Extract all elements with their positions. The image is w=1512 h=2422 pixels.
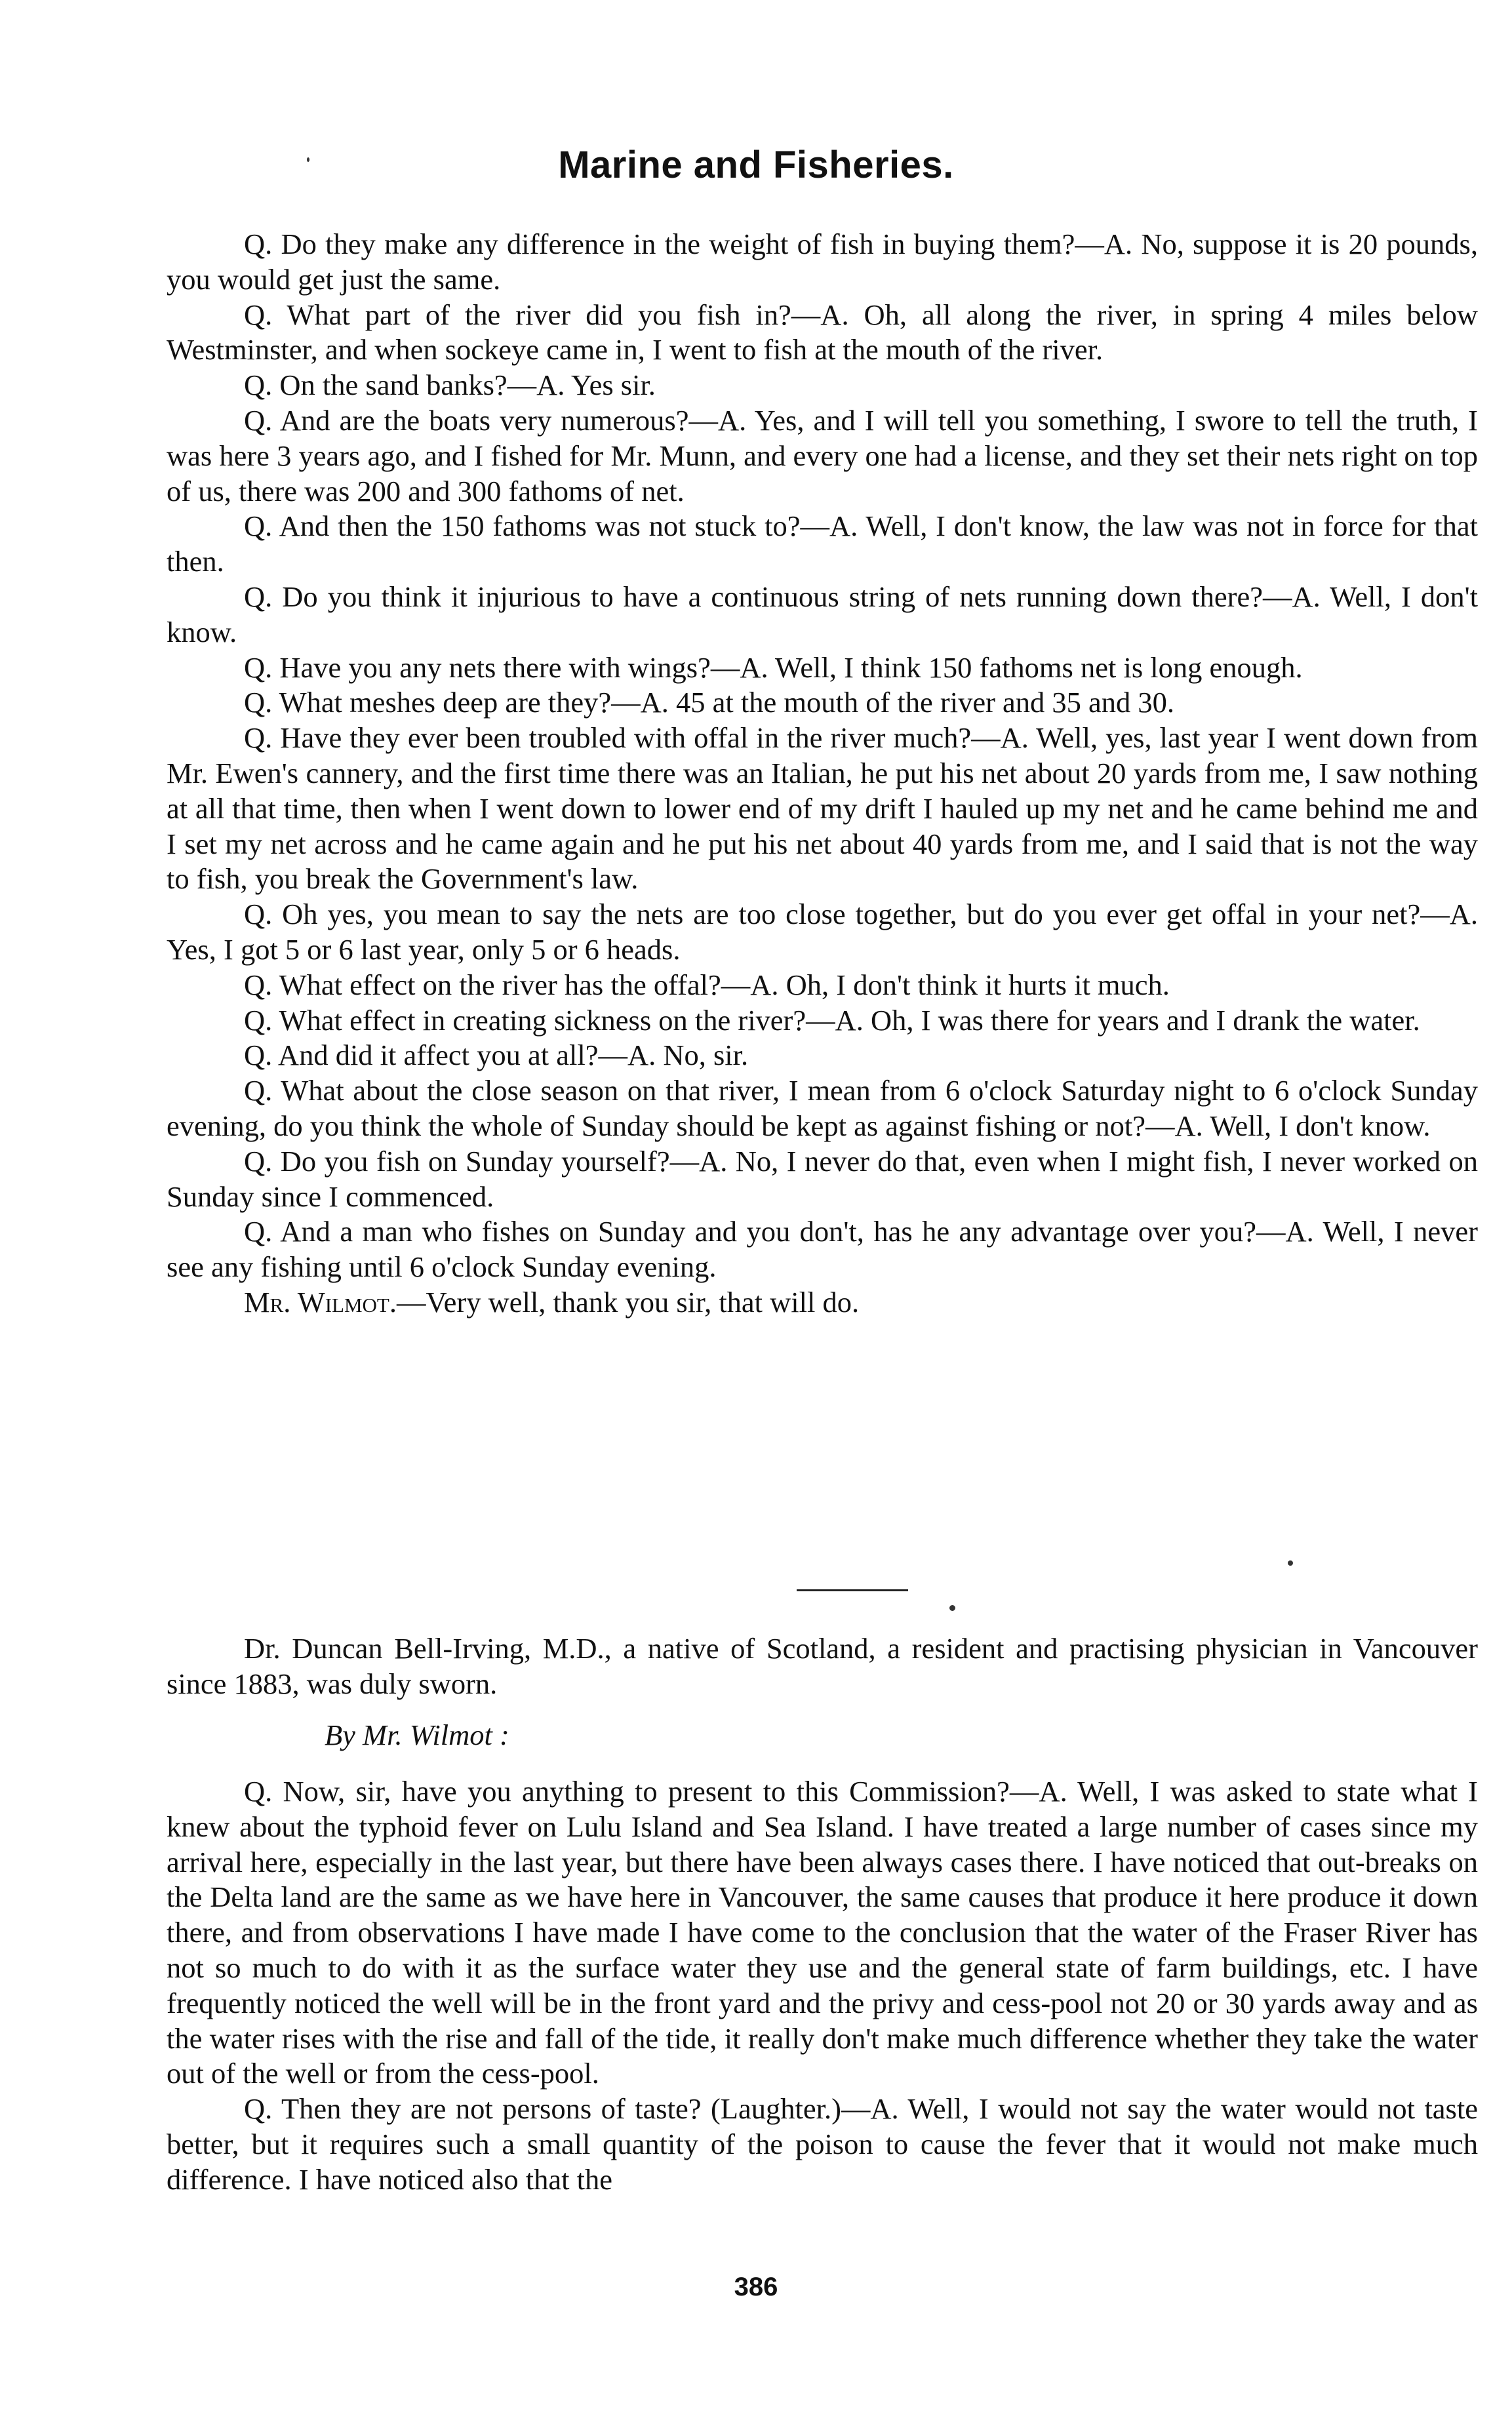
witness-intro-paragraph: Dr. Duncan Bell-Irving, M.D., a native of Scotland, a resident and practising physician in Vancouver since 1883, was duly sworn.: [167, 1632, 1478, 1700]
page-header-title: Marine and Fisheries.: [558, 144, 954, 186]
testimony-section-2: [167, 1774, 1478, 2198]
qa-paragraph: Q. What part of the river did you fish in?—A. Oh, all along the river, in spring 4 miles below Westminster, and when sockeye came in, I went to fish at the mouth of the river.: [167, 298, 1478, 367]
witness-introduction: [167, 1631, 1478, 1702]
qa-paragraph: Q. What effect on the river has the offal?—A. Oh, I don't think it hurts it much.: [244, 968, 1170, 1001]
page-number: 386: [734, 2273, 778, 2301]
closing-remark: [167, 1285, 1478, 1320]
print-speck-mark: [1288, 1560, 1293, 1566]
qa-paragraph: Q. Do they make any difference in the weight of fish in buying them?—A. No, suppose it is 20 pounds, you would get just the same.: [167, 228, 1478, 296]
section-divider: [797, 1589, 908, 1591]
qa-paragraph: Q. What meshes deep are they?—A. 45 at the mouth of the river and 35 and 30.: [244, 686, 1175, 719]
closing-text: —Very well, thank you sir, that will do.: [396, 1285, 860, 1319]
qa-paragraph: Q. Have they ever been troubled with offal in the river much?—A. Well, yes, last year I went down from Mr. Ewen's cannery, and the first time there was an Italian, he put his net about 20 yards from me, I saw nothing at all that time, then when I went down to lower end of my drift I hauled up my net and he came behind me and I set my net across and he came again and he put his net about 40 yards from me, and I said that is not the way to fish, you break the Government's law.: [167, 721, 1478, 896]
qa-paragraph: Q. Do you think it injurious to have a continuous string of nets running down there?—A. Well, I don't know.: [167, 580, 1478, 648]
qa-paragraph: Q. And did it affect you at all?—A. No, sir.: [244, 1039, 749, 1072]
qa-paragraph: Q. And then the 150 fathoms was not stuck to?—A. Well, I don't know, the law was not in force for that then.: [167, 509, 1478, 578]
qa-paragraph: Q. Then they are not persons of taste? (Laughter.)—A. Well, I would not say the water would not taste better, but it requires such a small quantity of the poison to cause the fever that it would not make much difference. I have noticed also that the: [167, 2092, 1478, 2196]
qa-paragraph: Q. Oh yes, you mean to say the nets are too close together, but do you ever get offal in your net?—A. Yes, I got 5 or 6 last year, only 5 or 6 heads.: [167, 898, 1478, 966]
testimony-section-1: [167, 227, 1478, 1320]
qa-paragraph: Q. What effect in creating sickness on the river?—A. Oh, I was there for years and I drank the water.: [244, 1003, 1420, 1037]
qa-paragraph: Q. Have you any nets there with wings?—A. Well, I think 150 fathoms net is long enough.: [244, 650, 1303, 684]
qa-paragraph: Q. And are the boats very numerous?—A. Yes, and I will tell you something, I swore to tell the truth, I was here 3 years ago, and I fished for Mr. Munn, and every one had a license, and they set their nets right on top of us, there was 200 and 300 fathoms of net.: [167, 403, 1478, 507]
speaker-name: Mr. Wilmot.: [244, 1285, 397, 1319]
qa-paragraph: Q. What about the close season on that river, I mean from 6 o'clock Saturday night to 6 o'clock Sunday evening, do you think the whole of Sunday should be kept as against fishing or not?—A. Well, I don't know.: [167, 1074, 1478, 1142]
print-speck-mark: [307, 157, 309, 162]
qa-paragraph: Q. Now, sir, have you anything to present to this Commission?—A. Well, I was asked to state what I knew about the typhoid fever on Lulu Island and Sea Island. I have treated a large number of cases since my arrival here, especially in the last year, but there have been always cases there. I have noticed that out-breaks on the Delta land are the same as we have here in Vancouver, the same causes that produce it here produce it down there, and from observations I have made I have come to the conclusion that the water of the Fraser River has not so much to do with it as the surface water they use and the general state of farm buildings, etc. I have frequently noticed the well will be in the front yard and the privy and cess-pool not 20 or 30 yards away and as the water rises with the rise and fall of the tide, it really don't make much difference whether they take the water out of the well or from the cess-pool.: [167, 1775, 1478, 2090]
examiner-byline: By Mr. Wilmot :: [325, 1718, 509, 1751]
qa-paragraph: Q. And a man who fishes on Sunday and you don't, has he any advantage over you?—A. Well, I never see any fishing until 6 o'clock Sunday evening.: [167, 1215, 1478, 1284]
qa-paragraph: Q. On the sand banks?—A. Yes sir.: [244, 368, 656, 402]
print-speck-mark: [949, 1605, 955, 1611]
qa-paragraph: Q. Do you fish on Sunday yourself?—A. No, I never do that, even when I might fish, I never worked on Sunday since I commenced.: [167, 1144, 1478, 1213]
